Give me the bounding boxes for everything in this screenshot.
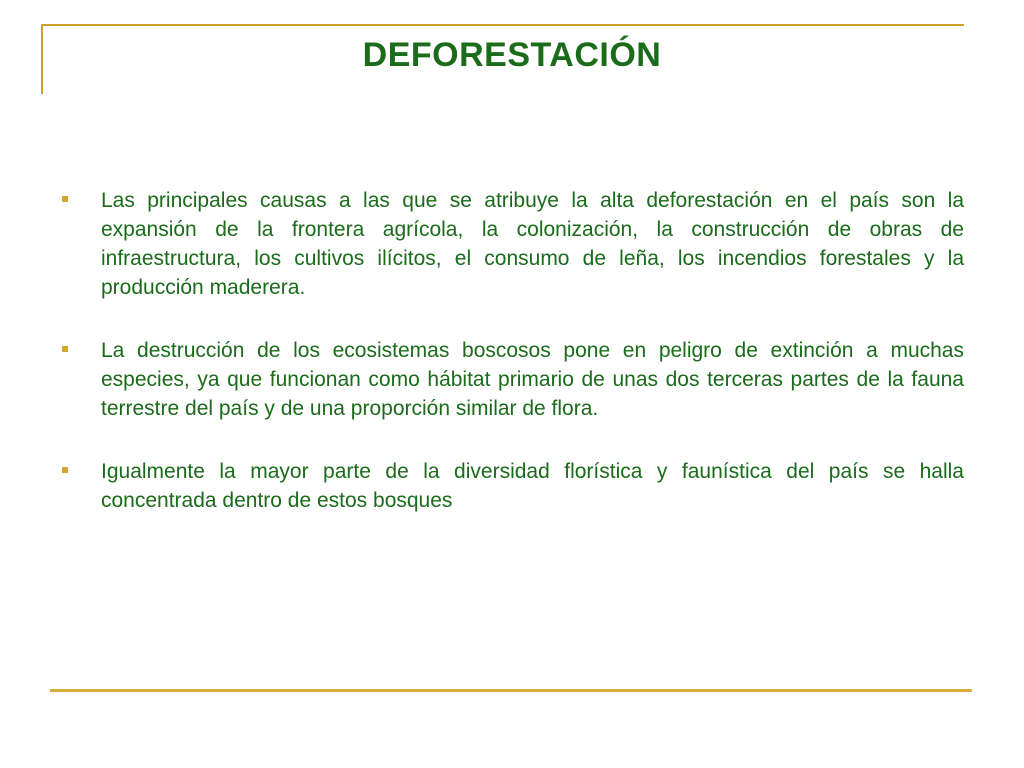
bullet-text: La destrucción de los ecosistemas boscosos pone en peligro de extinción a muchas especies, ya que funcionan como hábitat primario de unas dos terceras partes de la fauna terrestre del país y de una proporción similar de flora. <box>101 339 964 420</box>
frame-top-rule <box>41 24 964 26</box>
bullet-item <box>62 457 964 515</box>
bullet-item <box>62 186 964 302</box>
bullet-text: Las principales causas a las que se atribuye la alta deforestación en el país son la expansión de la frontera agrícola, la colonización, la construcción de obras de infraestructura, los cultivos ilícitos, el consumo de leña, los incendios forestales y la producción maderera. <box>101 189 964 299</box>
frame-bottom-rule <box>50 689 972 692</box>
square-bullet-icon <box>62 467 68 473</box>
bullet-text: Igualmente la mayor parte de la diversidad florística y faunística del país se halla concentrada dentro de estos bosques <box>101 460 964 512</box>
slide-title: DEFORESTACIÓN <box>362 36 662 74</box>
bullet-item <box>62 336 964 423</box>
square-bullet-icon <box>62 196 68 202</box>
bullet-list <box>62 186 964 515</box>
square-bullet-icon <box>62 346 68 352</box>
